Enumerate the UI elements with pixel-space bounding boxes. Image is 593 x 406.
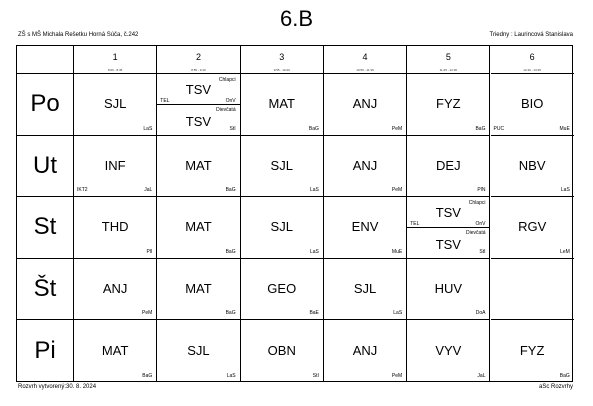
lesson-cell[interactable] [241,320,324,382]
lesson-cell[interactable] [74,136,157,198]
subject-label: ENV [351,219,379,235]
teacher-label: BaG [225,248,236,255]
teacher-label: PlN [477,187,486,194]
subject-label: ANJ [352,157,378,173]
page-title: 6.B [279,6,314,31]
subject-label: INF [104,157,126,173]
subject-label: SJL [103,96,127,112]
corner-cell [17,46,74,74]
split-divider [157,104,239,105]
teacher-label: LaS [393,310,403,317]
period-header [157,46,240,74]
footer-brand: aSc Rozvrhy [538,384,573,390]
lesson-cell[interactable] [407,136,490,198]
lesson-cell[interactable] [241,259,324,321]
lesson-cell[interactable] [74,320,157,382]
group-label: Dievčatá [216,107,236,113]
lesson-cell[interactable] [157,74,240,136]
period-time: 11:45 - 12:30 [439,68,458,72]
lesson-cell[interactable] [241,74,324,136]
period-number: 3 [279,52,285,62]
lesson-cell[interactable] [324,320,407,382]
lesson-cell[interactable] [241,197,324,259]
teacher-label: StI [229,125,236,132]
subject-label: TSV [185,82,212,97]
subject-label: MAT [101,342,129,358]
teacher-label: BaG [475,125,486,132]
day-name: Pi [34,337,56,365]
lesson-cell[interactable] [74,259,157,321]
group-label: Chlapci [218,77,236,83]
lesson-cell[interactable] [157,259,240,321]
lesson-cell[interactable] [241,136,324,198]
lesson-cell[interactable] [74,197,157,259]
teacher-label: PeM [391,125,403,132]
room-label: IKT2 [77,187,88,194]
teacher-label: BaG [225,187,236,194]
subject-label: ANJ [352,96,378,112]
split-divider [407,227,489,228]
teacher-label: LaS [226,372,236,379]
teacher-label: LaS [143,125,153,132]
subject-label: NBV [518,157,546,173]
teacher-label: OnV [475,221,486,228]
period-header [74,46,157,74]
day-cell [17,259,74,321]
day-name: Po [30,90,60,118]
teacher-label: PeM [391,372,403,379]
teacher-label: JaL [144,187,153,194]
lesson-cell[interactable] [491,320,574,382]
lesson-cell[interactable] [324,197,407,259]
subject-label: OBN [267,342,296,358]
lesson-cell[interactable] [491,136,574,198]
subject-label: MAT [185,157,212,173]
timetable-grid [16,45,573,382]
subject-label: HUV [434,280,463,296]
teacher-label: StI [479,248,486,255]
day-cell [17,197,74,259]
period-number: 2 [195,52,201,62]
teacher-label: LaS [560,187,570,194]
subject-label: SJL [353,280,377,296]
subject-label: VYV [435,342,462,358]
teacher-label: PeM [391,187,403,194]
subject-label: RGV [518,219,547,235]
teacher-label: BaE [309,310,319,317]
period-header [407,46,490,74]
lesson-cell[interactable] [157,136,240,198]
period-number: 1 [112,52,118,62]
room-label: PUC [493,125,505,132]
subject-label: MAT [185,219,212,235]
period-time: 9:55 - 10:40 [273,68,290,72]
subject-label: FYZ [436,96,461,112]
day-cell [17,74,74,136]
teacher-label: OnV [225,98,236,104]
period-number: 5 [445,52,451,62]
lesson-cell[interactable] [74,74,157,136]
room-label: TEL [160,98,170,104]
period-number: 4 [362,52,368,62]
teacher-label: LeM [560,248,570,255]
lesson-cell[interactable] [157,320,240,382]
subject-label: SJL [270,157,293,173]
subject-label: MAT [185,280,212,296]
day-name: Ut [33,151,57,179]
lesson-cell[interactable] [157,197,240,259]
teacher-label: BaG [559,372,570,379]
lesson-cell[interactable] [324,136,407,198]
subject-label: SJL [270,219,293,235]
lesson-cell[interactable] [491,259,574,321]
day-name: St [33,213,57,241]
day-cell [17,136,74,198]
teacher-label: JaL [477,372,486,379]
teacher-label: StI [312,372,319,379]
period-header [241,46,324,74]
period-time: 12:40 - 13:25 [523,68,541,72]
teacher-label: BaG [308,125,319,132]
day-name: Št [33,275,57,303]
lesson-cell[interactable] [324,74,407,136]
lesson-cell[interactable] [491,197,574,259]
subject-label: BIO [520,96,544,112]
teacher-label: MuE [391,248,403,255]
lesson-cell[interactable] [407,197,490,259]
period-number: 6 [529,52,535,62]
created-date: Rozvrh vytvorený:30. 8. 2024 [18,384,97,390]
school-name: ZŠ s MŠ Michala Rešetku Horná Súča, č.242 [18,32,139,38]
period-time: 10:50 - 11:35 [356,68,374,72]
subject-label: GEO [267,280,297,296]
lesson-cell[interactable] [407,320,490,382]
lesson-cell[interactable] [407,74,490,136]
teacher-label: PeM [142,310,153,317]
subject-label: ANJ [102,280,128,296]
period-header [324,46,407,74]
subject-label: TSV [185,114,212,129]
subject-label: THD [101,219,129,235]
teacher-label: PlI [146,248,153,255]
period-time: 8:00 - 8:45 [107,68,123,72]
lesson-cell[interactable] [407,259,490,321]
subject-label: TSV [435,205,461,221]
subject-label: MAT [268,96,295,112]
teacher-label: BaG [142,372,153,379]
day-cell [17,320,74,382]
subject-label: ANJ [352,342,378,358]
subject-label: FYZ [519,342,545,358]
group-label: Dievčatá [466,230,486,237]
lesson-cell[interactable] [324,259,407,321]
teacher-label: LaS [309,248,319,255]
teacher-label: BaG [225,310,236,317]
period-time: 8:55 - 9:40 [191,68,206,72]
subject-label: SJL [187,342,210,358]
room-label: TEL [410,221,420,228]
group-label: Chlapci [468,200,486,207]
teacher-label: DoA [475,310,486,317]
teacher-label: LaS [309,187,319,194]
subject-label: DEJ [436,157,461,173]
lesson-cell[interactable] [491,74,574,136]
teacher-label: MuE [559,125,570,132]
class-teacher: Triedny : Laurincová Stanislava [489,32,573,38]
period-header [491,46,574,74]
subject-label: TSV [435,237,461,253]
